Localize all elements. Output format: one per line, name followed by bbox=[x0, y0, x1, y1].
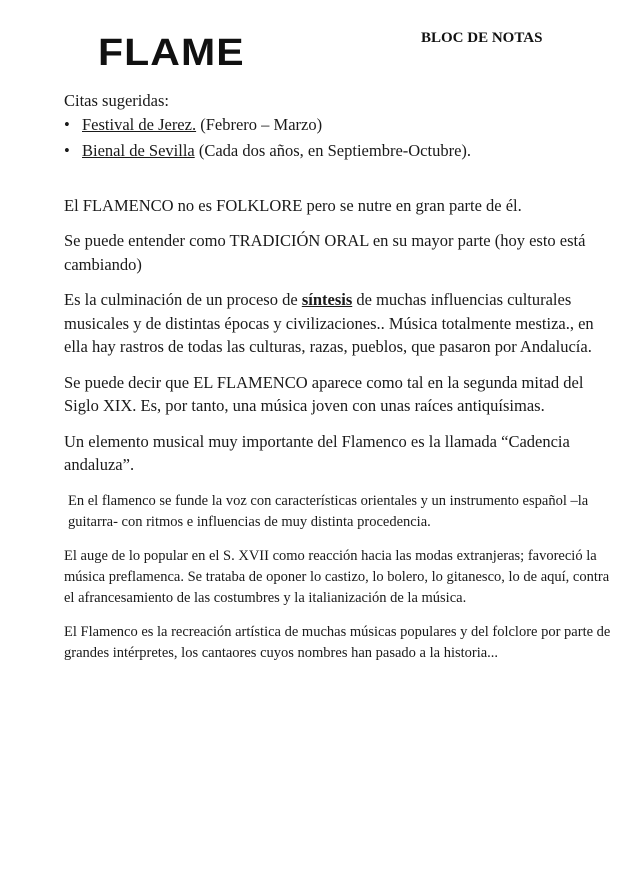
paragraph-text: de muchas influencias culturales musicales y de distintas épocas y civilizaciones.. Música totalmente mestiza., en ella hay rastros de todas las culturas, razas, pueblos, que pasaron por Andalucía. bbox=[64, 290, 594, 356]
list-item bbox=[64, 139, 616, 162]
bullet-icon: • bbox=[64, 140, 70, 160]
citas-heading: Citas sugeridas: bbox=[64, 91, 169, 110]
bullet-icon: • bbox=[64, 114, 70, 134]
emphasis-sintesis: síntesis bbox=[301, 290, 353, 309]
flame-logo: FLAME bbox=[98, 32, 245, 74]
citas-list bbox=[64, 113, 616, 162]
paragraph: Un elemento musical muy importante del Flamenco es la llamada “Cadencia andaluza”. bbox=[64, 431, 570, 474]
list-item bbox=[64, 113, 616, 136]
list-item-detail: (Cada dos años, en Septiembre-Octubre). bbox=[194, 140, 472, 160]
festival-jerez-link[interactable]: Festival de Jerez. bbox=[82, 114, 197, 134]
document-header-title: BLOC DE NOTAS bbox=[421, 30, 543, 46]
paragraph: Se puede decir que EL FLAMENCO aparece como tal en la segunda mitad del Siglo XIX. Es, por tanto, una música joven con unas raíces antiquísimas. bbox=[64, 372, 584, 415]
paragraph: En el flamenco se funde la voz con características orientales y un instrumento español –la guitarra- con ritmos e influencias de muy distinta procedencia. bbox=[68, 492, 589, 530]
bienal-sevilla-link[interactable]: Bienal de Sevilla bbox=[82, 140, 195, 160]
paragraph: El FLAMENCO no es FOLKLORE pero se nutre en gran parte de él. bbox=[64, 195, 522, 215]
document-body bbox=[64, 89, 616, 664]
paragraph: Se puede entender como TRADICIÓN ORAL en su mayor parte (hoy esto está cambiando) bbox=[64, 231, 586, 274]
paragraph: El auge de lo popular en el S. XVII como reacción hacia las modas extranjeras; favoreció la música preflamenca. Se trataba de oponer lo castizo, lo bolero, lo gitanesco, lo de aquí, contra el afrancesamiento de las costumbres y la italianización de la música. bbox=[64, 547, 610, 606]
paragraph: El Flamenco es la recreación artística de muchas músicas populares y del folclore por parte de grandes intérpretes, los cantaores cuyos nombres han pasado a la historia... bbox=[64, 623, 611, 661]
paragraph-text: Es la culminación de un proceso de bbox=[64, 290, 302, 309]
list-item-detail: (Febrero – Marzo) bbox=[196, 114, 323, 134]
paragraph bbox=[64, 288, 616, 359]
